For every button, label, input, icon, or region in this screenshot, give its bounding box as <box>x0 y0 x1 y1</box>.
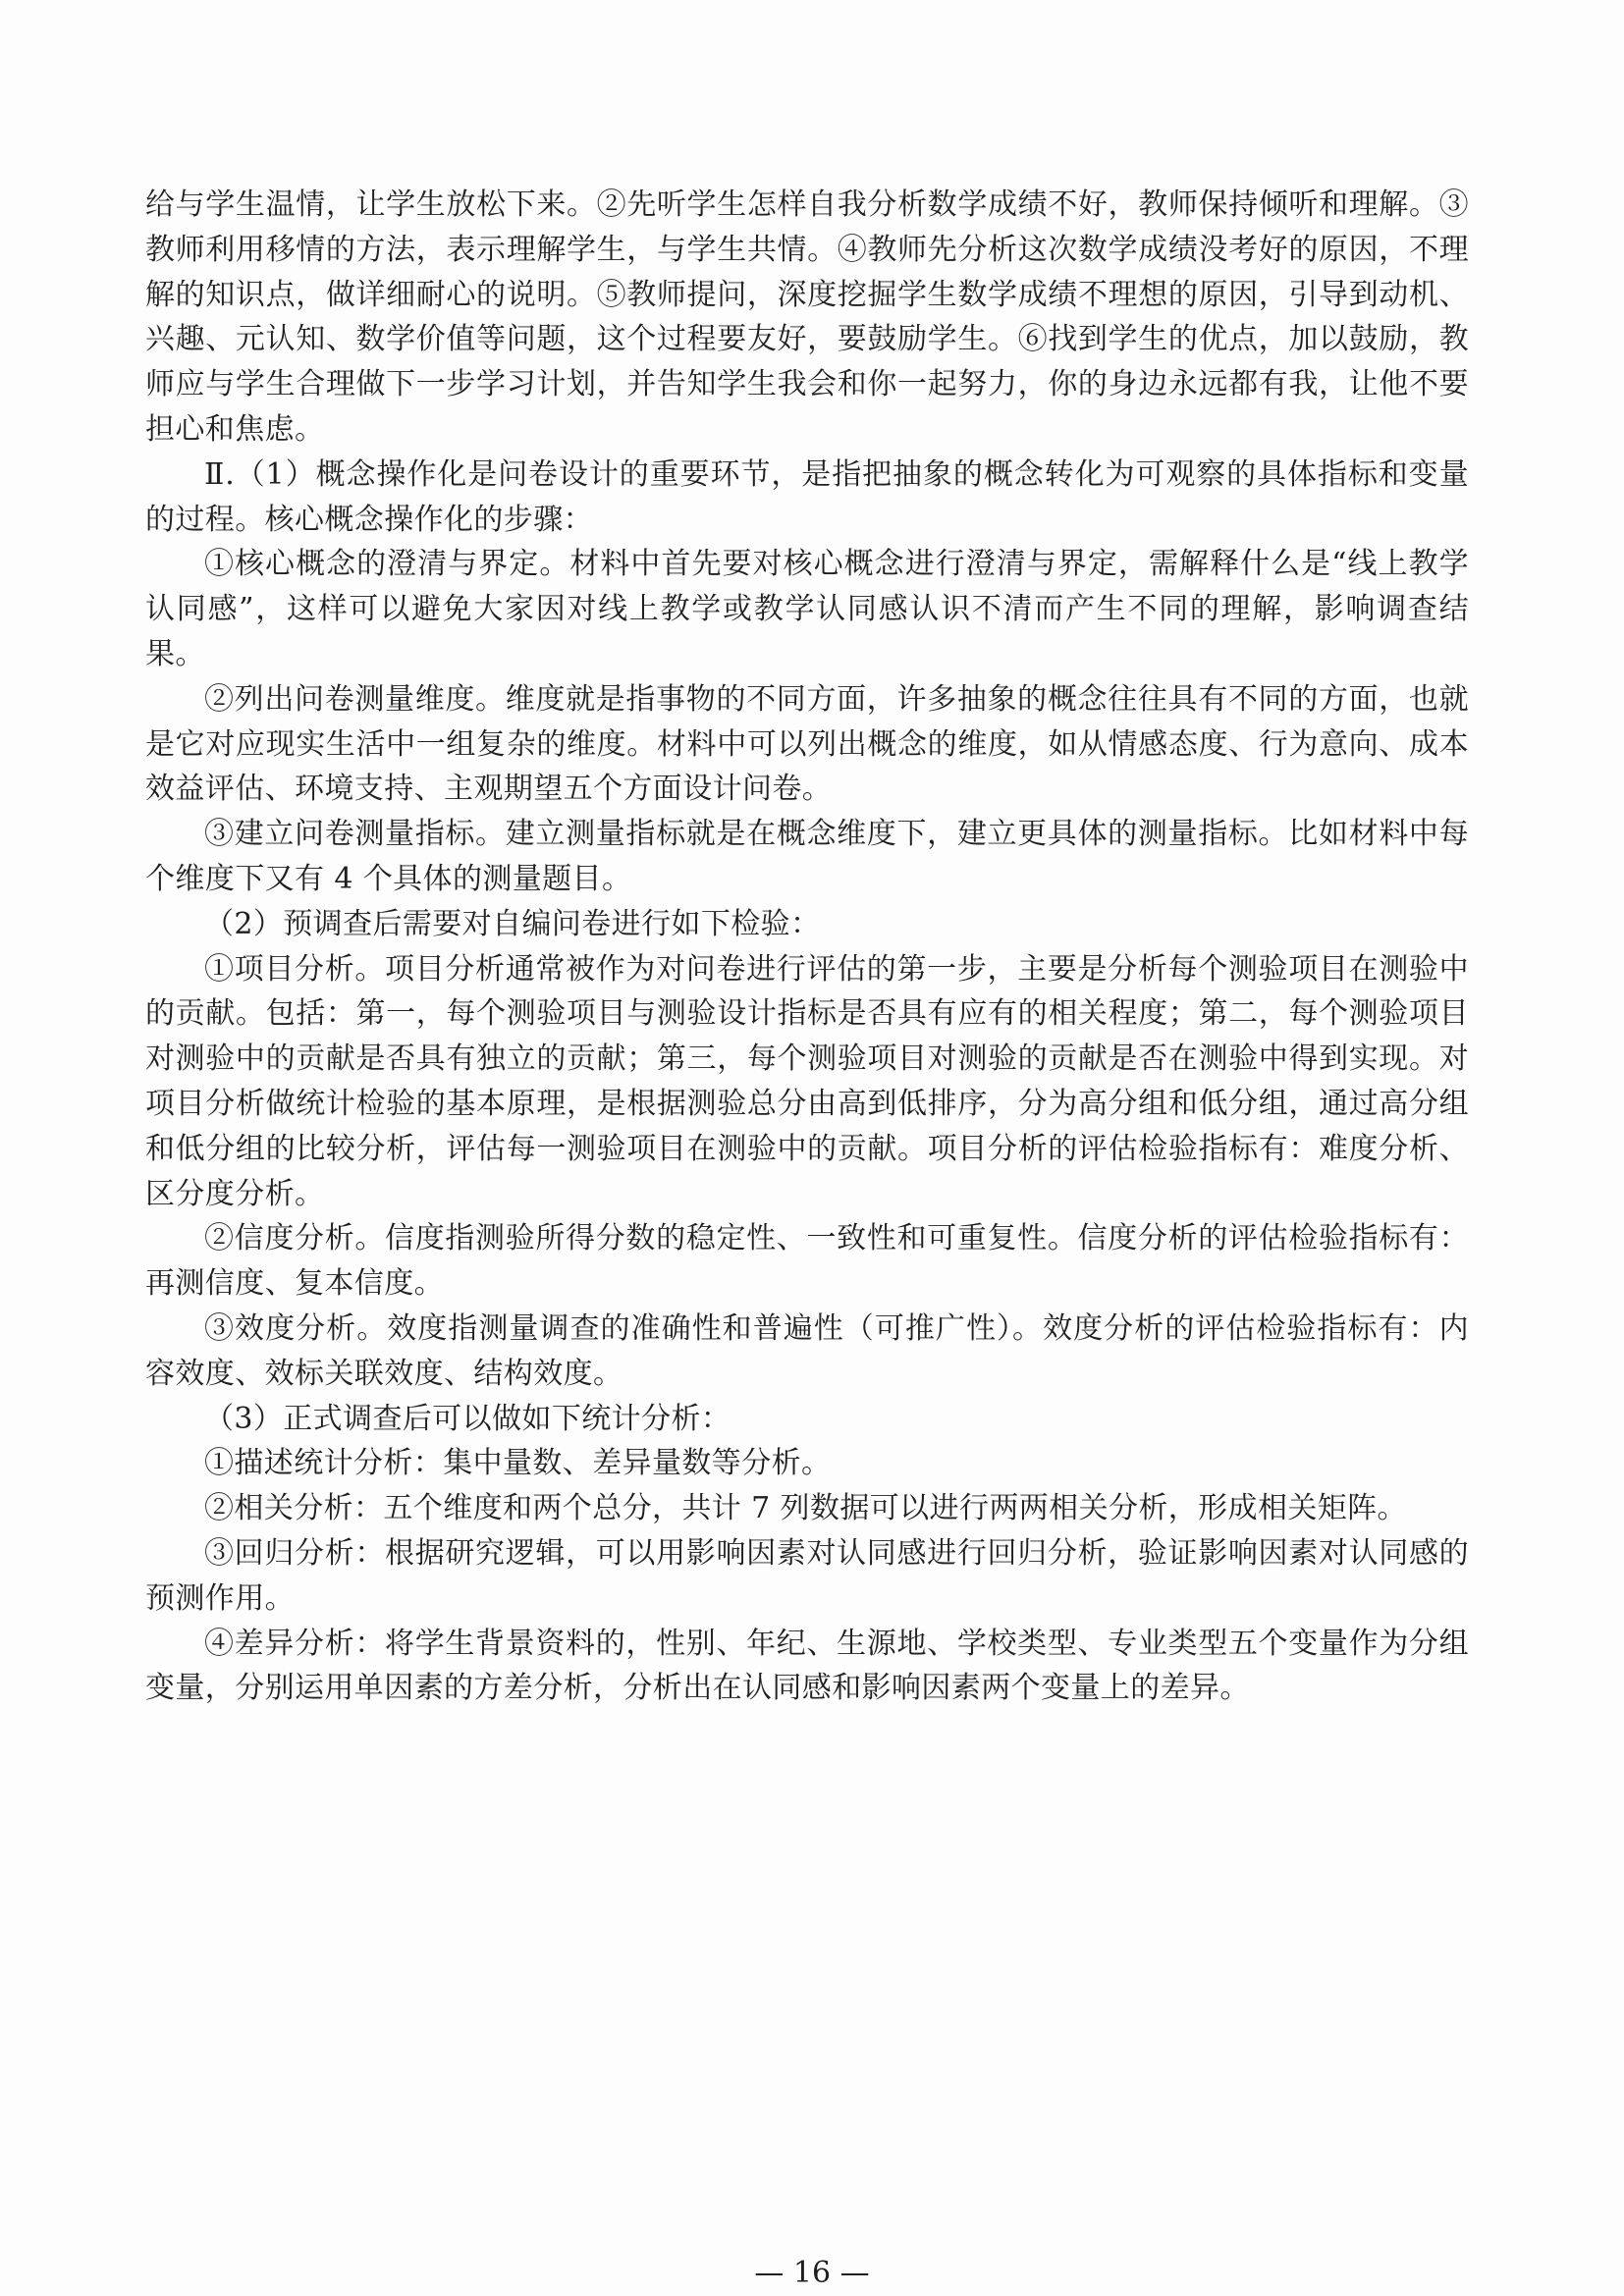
paragraph-reliability: ②信度分析。信度指测验所得分数的稳定性、一致性和可重复性。信度分析的评估检验指标有：再测信度、复本信度。 <box>145 1221 1469 1302</box>
paragraph-step-1: ①核心概念的澄清与界定。材料中首先要对核心概念进行澄清与界定，需解释什么是“线上教学认同感”，这样可以避免大家因对线上教学或教学认同感认识不清而产生不同的理解，影响调查结果。 <box>145 547 1469 671</box>
page-number: — 16 — <box>754 2256 870 2290</box>
paragraph-pretest-heading: （2）预调查后需要对自编问卷进行如下检验： <box>204 906 821 941</box>
document-body <box>145 183 1469 1711</box>
paragraph-step-3: ③建立问卷测量指标。建立测量指标就是在概念维度下，建立更具体的测量指标。比如材料中每个维度下又有 4 个具体的测量题目。 <box>145 817 1469 896</box>
paragraph-correlation: ②相关分析：五个维度和两个总分，共计 7 列数据可以进行两两相关分析，形成相关矩阵。 <box>204 1491 1407 1526</box>
paragraph-item-analysis: ①项目分析。项目分析通常被作为对问卷进行评估的第一步，主要是分析每个测验项目在测验中的贡献。包括：第一，每个测验项目与测验设计指标是否具有应有的相关程度；第二，每个测验项目对测验中的贡献是否具有独立的贡献；第三，每个测验项目对测验的贡献是否在测验中得到实现。对项目分析做统计检验的基本原理，是根据测验总分由高到低排序，分为高分组和低分组，通过高分组和低分组的比较分析，评估每一测验项目在测验中的贡献。项目分析的评估检验指标有：难度分析、区分度分析。 <box>145 951 1469 1211</box>
paragraph-formal-survey-heading: （3）正式调查后可以做如下统计分析： <box>204 1401 731 1436</box>
paragraph-concept-operationalization: Ⅱ.（1）概念操作化是问卷设计的重要环节，是指把抽象的概念转化为可观察的具体指标和变量的过程。核心概念操作化的步骤： <box>145 456 1469 537</box>
paragraph-difference-analysis: ④差异分析：将学生背景资料的，性别、年纪、生源地、学校类型、专业类型五个变量作为分组变量，分别运用单因素的方差分析，分析出在认同感和影响因素两个变量上的差异。 <box>145 1626 1469 1706</box>
paragraph-step-2: ②列出问卷测量维度。维度就是指事物的不同方面，许多抽象的概念往往具有不同的方面，也就是它对应现实生活中一组复杂的维度。材料中可以列出概念的维度，如从情感态度、行为意向、成本效益评估、环境支持、主观期望五个方面设计问卷。 <box>145 681 1469 807</box>
paragraph-continuation: 给与学生温情，让学生放松下来。②先听学生怎样自我分析数学成绩不好，教师保持倾听和理解。③教师利用移情的方法，表示理解学生，与学生共情。④教师先分析这次数学成绩没考好的原因，不理解的知识点，做详细耐心的说明。⑤教师提问，深度挖掘学生数学成绩不理想的原因，引导到动机、兴趣、元认知、数学价值等问题，这个过程要友好，要鼓励学生。⑥找到学生的优点，加以鼓励，教师应与学生合理做下一步学习计划，并告知学生我会和你一起努力，你的身边永远都有我，让他不要担心和焦虑。 <box>145 187 1469 447</box>
paragraph-regression: ③回归分析：根据研究逻辑，可以用影响因素对认同感进行回归分析，验证影响因素对认同感的预测作用。 <box>145 1535 1469 1616</box>
paragraph-validity: ③效度分析。效度指测量调查的准确性和普遍性（可推广性）。效度分析的评估检验指标有：内容效度、效标关联效度、结构效度。 <box>145 1310 1469 1391</box>
paragraph-descriptive-stats: ①描述统计分析：集中量数、差异量数等分析。 <box>204 1446 832 1481</box>
